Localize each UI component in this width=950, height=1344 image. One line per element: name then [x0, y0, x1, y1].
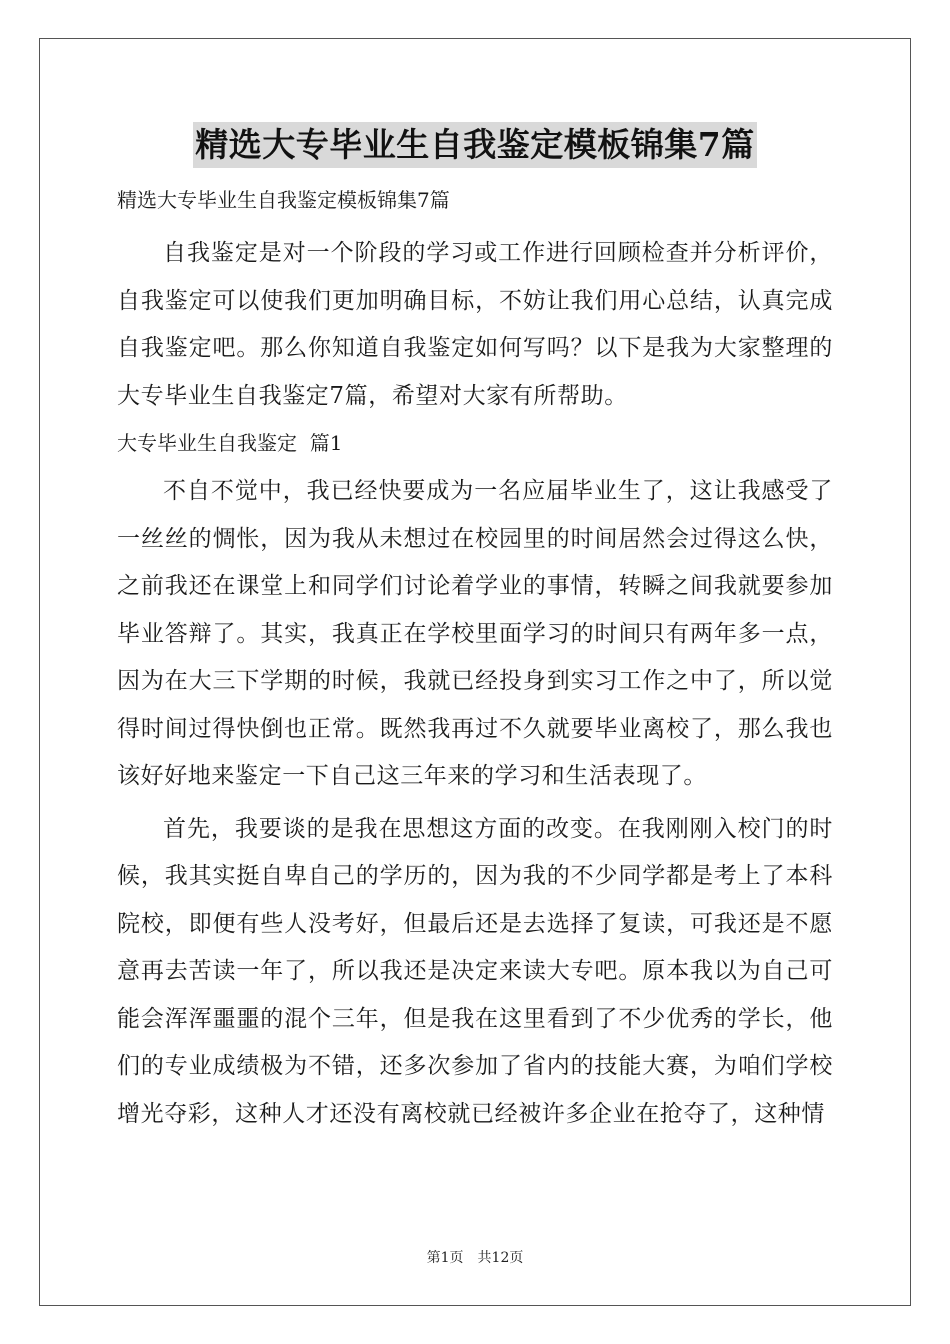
- intro-paragraph: 自我鉴定是对一个阶段的学习或工作进行回顾检查并分析评价，自我鉴定可以使我们更加明确目标，不妨让我们用心总结，认真完成自我鉴定吧。那么你知道自我鉴定如何写吗？以下是我为大家整理的大专毕业生自我鉴定7篇，希望对大家有所帮助。: [117, 240, 833, 409]
- document-subtitle: 精选大专毕业生自我鉴定模板锦集7篇: [117, 188, 450, 212]
- section-heading: 大专毕业生自我鉴定 篇1: [117, 431, 343, 455]
- document-body: [117, 180, 833, 1138]
- document-title: 精选大专毕业生自我鉴定模板锦集7篇: [193, 122, 756, 168]
- body-paragraph-2: 首先，我要谈的是我在思想这方面的改变。在我刚刚入校门的时候，我其实挺自卑自己的学历的，因为我的不少同学都是考上了本科院校，即便有些人没考好，但最后还是去选择了复读，可我还是不愿意再去苦读一年了，所以我还是决定来读大专吧。原本我以为自己可能会浑浑噩噩的混个三年，但是我在这里看到了不少优秀的学长，他们的专业成绩极为不错，还多次参加了省内的技能大赛，为咱们学校增光夺彩，这种人才还没有离校就已经被许多企业在抢夺了，这种情: [117, 815, 833, 1127]
- page-footer: 第1页 共12页: [426, 1250, 524, 1266]
- title-container: [0, 122, 950, 168]
- body-paragraph-1: 不自不觉中，我已经快要成为一名应届毕业生了，这让我感受了一丝丝的惆怅，因为我从未想过在校园里的时间居然会过得这么快，之前我还在课堂上和同学们讨论着学业的事情，转瞬之间我就要参加毕业答辩了。其实，我真正在学校里面学习的时间只有两年多一点，因为在大三下学期的时候，我就已经投身到实习工作之中了，所以觉得时间过得快倒也正常。既然我再过不久就要毕业离校了，那么我也该好好地来鉴定一下自己这三年来的学习和生活表现了。: [117, 478, 833, 789]
